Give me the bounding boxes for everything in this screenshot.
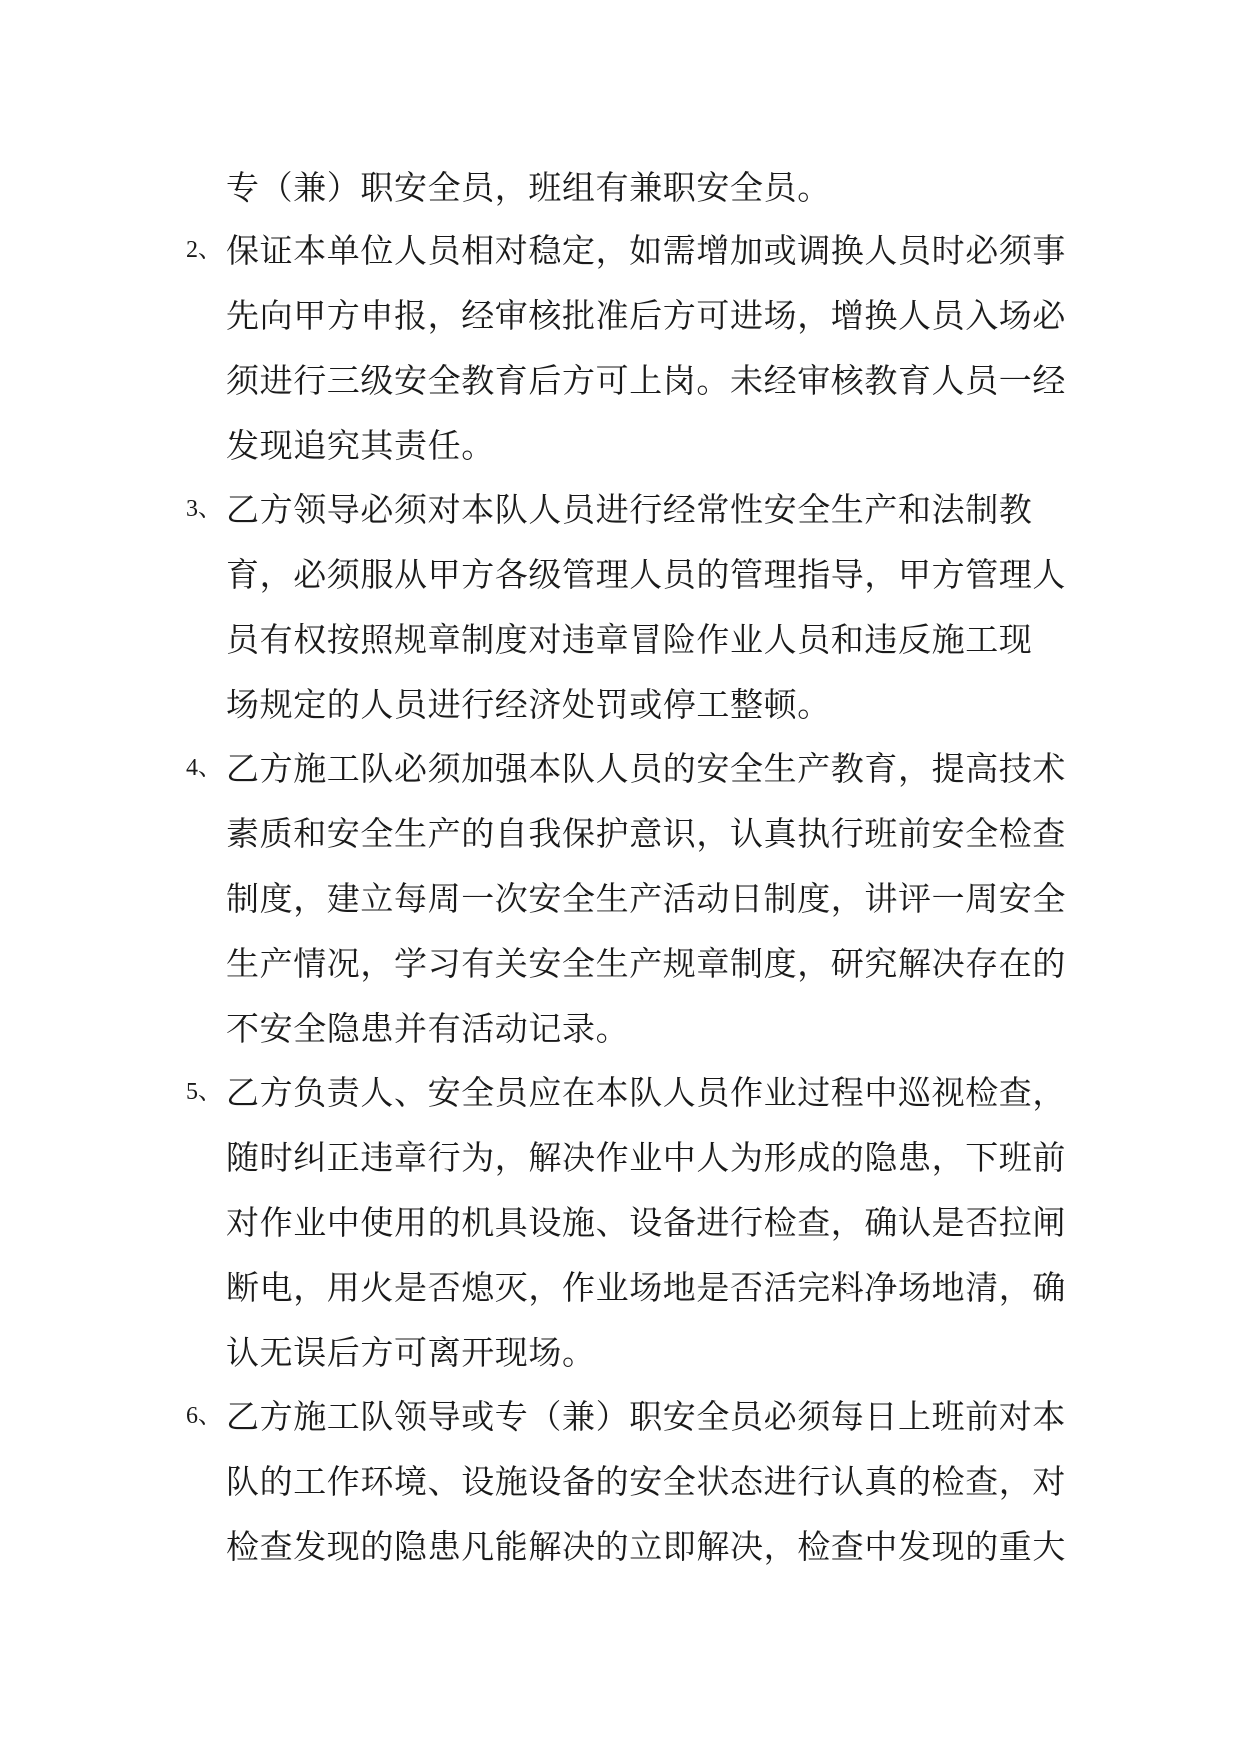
text-line: 生产情况，学习有关安全生产规章制度，研究解决存在的 xyxy=(226,944,1066,983)
text-line: 乙方负责人、安全员应在本队人员作业过程中巡视检查， xyxy=(226,1073,1066,1112)
list-number: 6、 xyxy=(186,1403,222,1429)
text-line: 先向甲方申报，经审核批准后方可进场，增换人员入场必 xyxy=(226,296,1066,335)
text-line: 不安全隐患并有活动记录。 xyxy=(226,1009,630,1048)
text-line: 保证本单位人员相对稳定，如需增加或调换人员时必须事 xyxy=(226,231,1066,270)
text-line: 乙方施工队必须加强本队人员的安全生产教育，提高技术 xyxy=(226,749,1066,788)
text-line: 须进行三级安全教育后方可上岗。未经审核教育人员一经 xyxy=(226,361,1066,400)
text-line: 员有权按照规章制度对违章冒险作业人员和违反施工现 xyxy=(226,620,1033,659)
text-line: 乙方领导必须对本队人员进行经常性安全生产和法制教 xyxy=(226,490,1033,529)
text-line: 乙方施工队领导或专（兼）职安全员必须每日上班前对本 xyxy=(226,1397,1066,1436)
text-line: 检查发现的隐患凡能解决的立即解决，检查中发现的重大 xyxy=(226,1527,1066,1566)
text-line: 随时纠正违章行为，解决作业中人为形成的隐患，下班前 xyxy=(226,1138,1066,1177)
text-line: 育，必须服从甲方各级管理人员的管理指导，甲方管理人 xyxy=(226,555,1066,594)
list-number: 2、 xyxy=(186,237,222,263)
text-line: 专（兼）职安全员，班组有兼职安全员。 xyxy=(226,168,831,207)
text-line: 场规定的人员进行经济处罚或停工整顿。 xyxy=(226,685,831,724)
text-line: 队的工作环境、设施设备的安全状态进行认真的检查，对 xyxy=(226,1462,1066,1501)
text-line: 断电，用火是否熄灭，作业场地是否活完料净场地清，确 xyxy=(226,1268,1066,1307)
list-number: 3、 xyxy=(186,496,222,522)
list-number: 4、 xyxy=(186,755,222,781)
text-line: 对作业中使用的机具设施、设备进行检查，确认是否拉闸 xyxy=(226,1203,1066,1242)
text-line: 制度，建立每周一次安全生产活动日制度，讲评一周安全 xyxy=(226,879,1066,918)
text-line: 发现追究其责任。 xyxy=(226,426,495,465)
list-number: 5、 xyxy=(186,1079,222,1105)
text-line: 素质和安全生产的自我保护意识，认真执行班前安全检查 xyxy=(226,814,1066,853)
text-line: 认无误后方可离开现场。 xyxy=(226,1333,596,1372)
